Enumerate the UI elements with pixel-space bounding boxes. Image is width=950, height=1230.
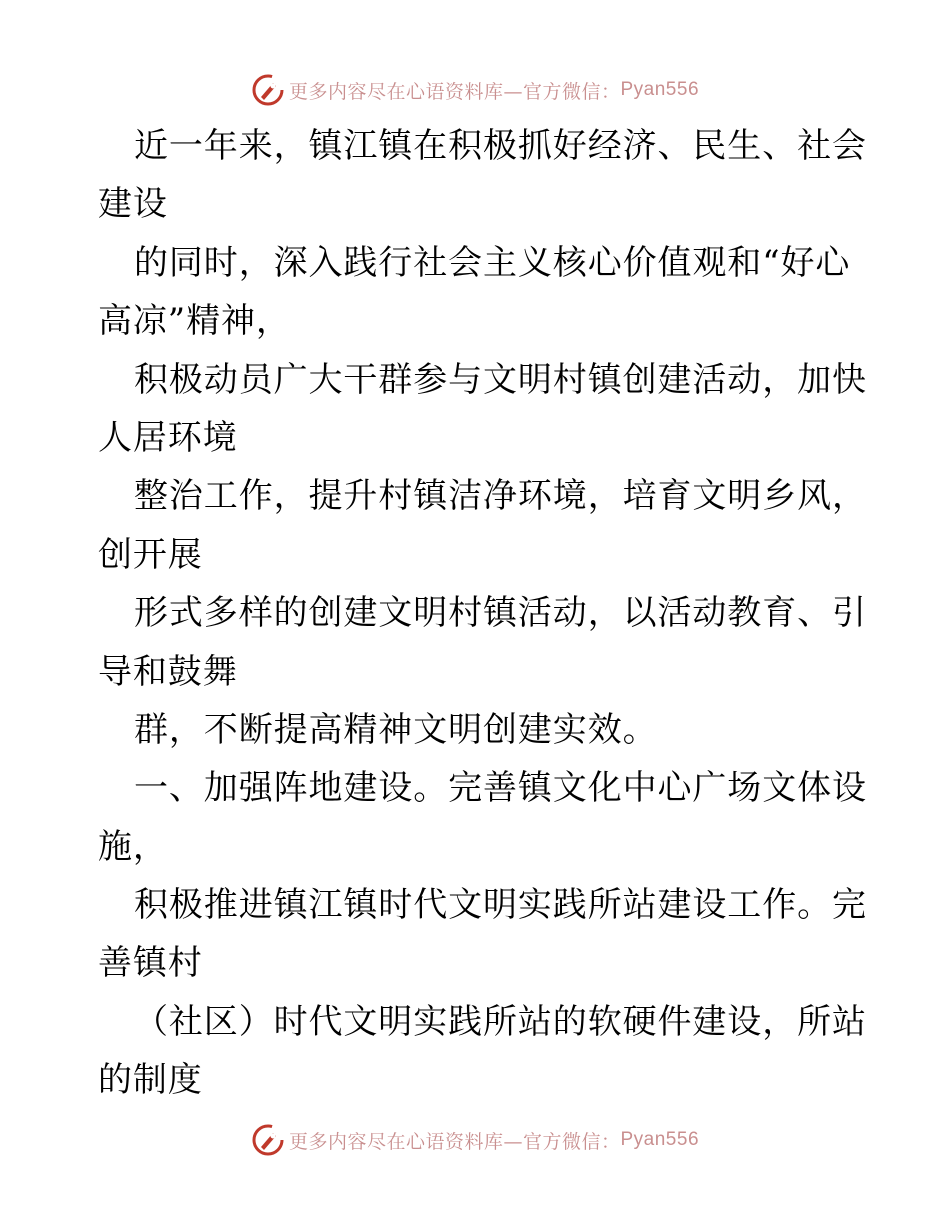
text-line: 一、加强阵地建设。完善镇文化中心广场文体设 [134,768,867,809]
text-line: 群，不断提高精神文明创建实效。 [134,709,658,750]
text-line: 建设 [98,184,168,225]
text-line: 的同时，深入践行社会主义核心价值观和“好心 [134,242,851,283]
text-line: 积极推进镇江镇时代文明实践所站建设工作。完 [134,885,867,926]
text-line: 善镇村 [98,943,203,984]
text-line: 形式多样的创建文明村镇活动，以活动教育、引 [134,593,867,634]
text-line: 的制度 [98,1060,203,1101]
watermark-text: 更多内容尽在心语资料库—官方微信： [288,80,621,103]
pen-nib-logo-icon [251,73,285,107]
watermark-wechat-id: Pyan556 [620,79,700,100]
document-body [98,117,867,1110]
watermark-wechat-id: Pyan556 [620,1129,700,1150]
text-line: 创开展 [98,534,203,575]
text-line: 积极动员广大干群参与文明村镇创建活动，加快 [134,359,867,400]
text-line: 高凉”精神， [98,301,291,342]
text-line: 人居环境 [98,417,238,458]
text-line: 施， [98,826,168,867]
text-line: （社区）时代文明实践所站的软硬件建设，所站 [134,1001,867,1042]
text-line: 近一年来，镇江镇在积极抓好经济、民生、社会 [134,126,867,166]
text-line: 整治工作，提升村镇洁净环境，培育文明乡风， [134,476,867,517]
pen-nib-logo-icon [251,1123,285,1157]
header-watermark [0,70,950,110]
footer-watermark [0,1120,950,1160]
watermark-text: 更多内容尽在心语资料库—官方微信： [288,1130,621,1153]
text-line: 导和鼓舞 [98,651,238,692]
